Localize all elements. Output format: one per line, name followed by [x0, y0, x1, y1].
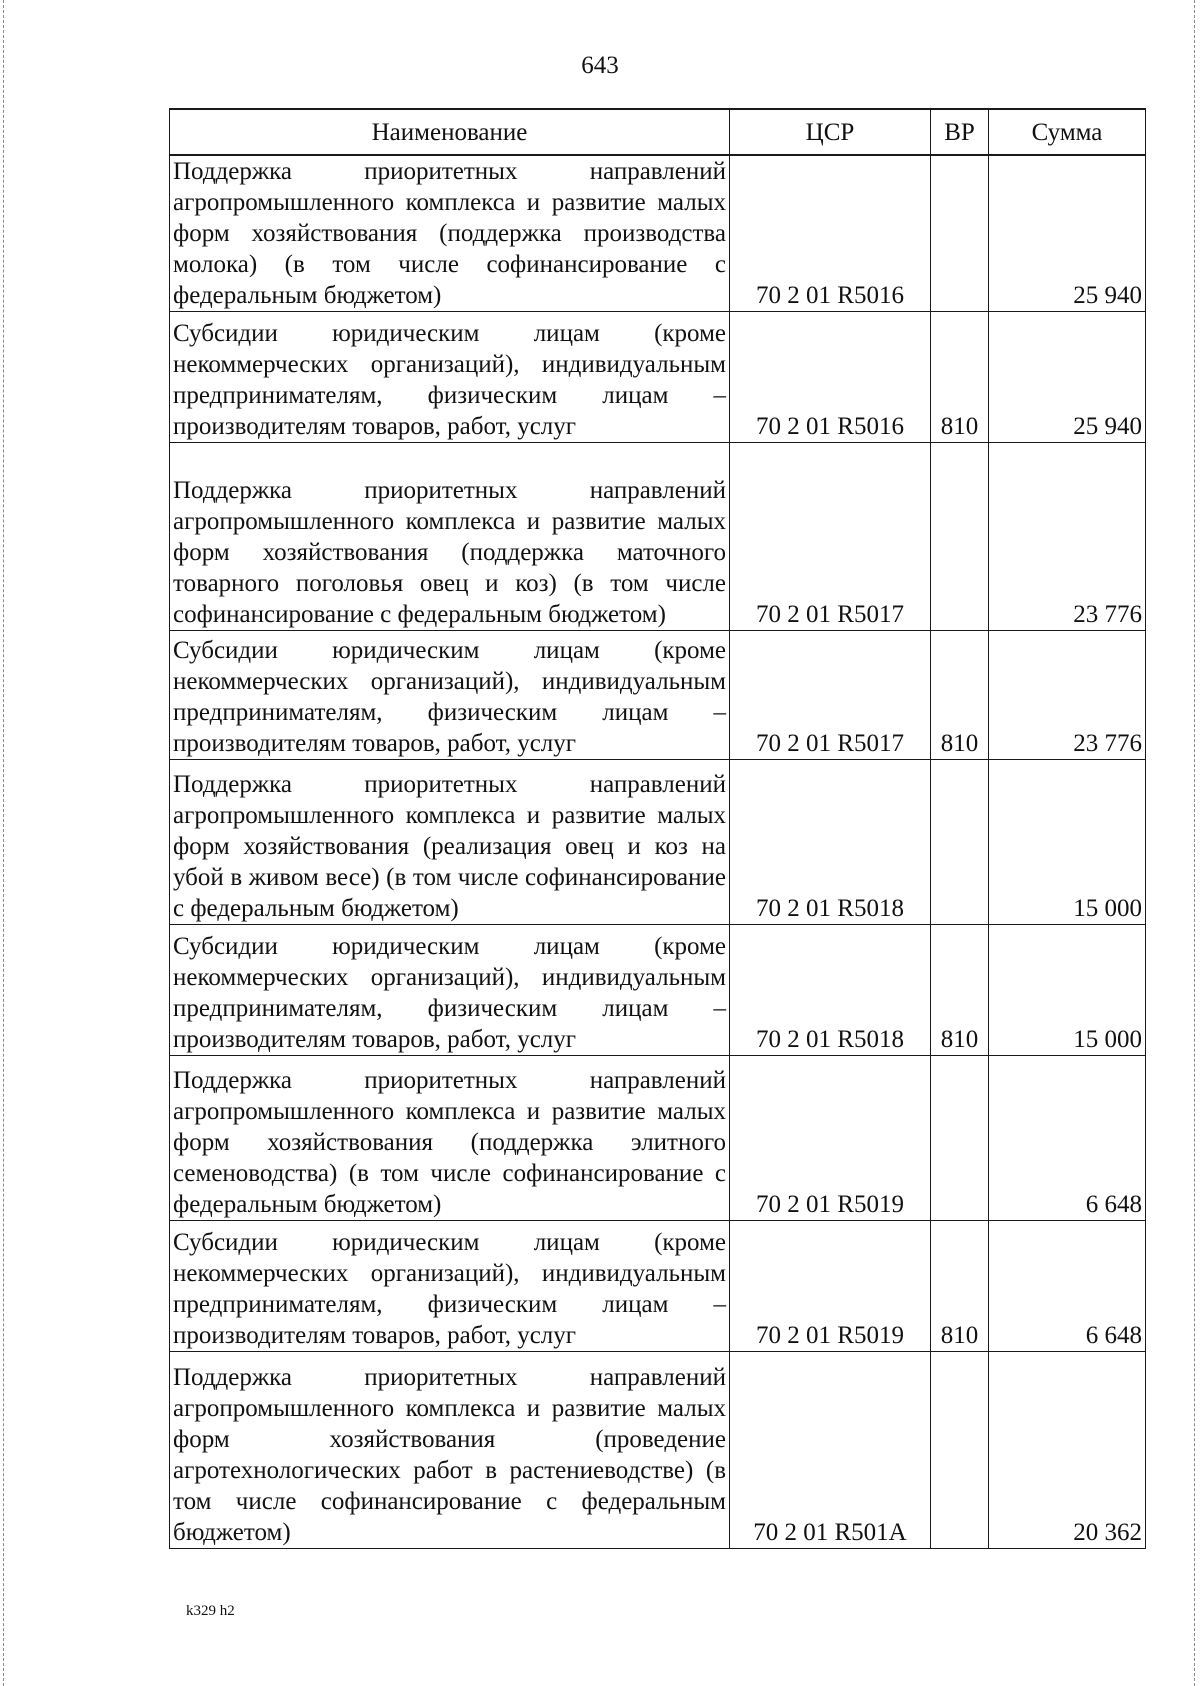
footer-code: k329 h2: [186, 1603, 235, 1619]
row-csr: 70 2 01 R5017: [730, 631, 931, 760]
table-row: [170, 1221, 1146, 1352]
row-vr: [931, 443, 989, 631]
row-vr: [931, 1352, 989, 1549]
row-vr: [931, 760, 989, 925]
table-row: [170, 1056, 1146, 1221]
table-row: [170, 760, 1146, 925]
table-row: [170, 312, 1146, 443]
row-name: Субсидии юридическим лицам (кроме некоммерческих организаций), индивидуальным предпринимателям, физическим лицам – производителям товаров, работ, услуг: [170, 1221, 730, 1352]
row-csr: 70 2 01 R5019: [730, 1221, 931, 1352]
row-sum: 15 000: [989, 925, 1146, 1056]
row-name: Поддержка приоритетных направлений агропромышленного комплекса и развитие малых форм хозяйствования (поддержка элитного семеноводства) (в том числе софинансирование с федеральным бюджетом): [170, 1056, 730, 1221]
scan-edge-left: [3, 0, 5, 1686]
row-csr: 70 2 01 R5017: [730, 443, 931, 631]
budget-table: [169, 108, 1146, 1549]
row-sum: 20 362: [989, 1352, 1146, 1549]
row-name: Поддержка приоритетных направлений агропромышленного комплекса и развитие малых форм хозяйствования (проведение агротехнологических работ в растениеводстве) (в том числе софинансирование с федеральным бюджетом): [170, 1352, 730, 1549]
row-sum: 6 648: [989, 1221, 1146, 1352]
header-vr: ВР: [931, 109, 989, 155]
table-header-row: [170, 109, 1146, 155]
row-sum: 25 940: [989, 312, 1146, 443]
table-row: [170, 925, 1146, 1056]
row-vr: [931, 155, 989, 312]
table-row: [170, 631, 1146, 760]
row-csr: 70 2 01 R501A: [730, 1352, 931, 1549]
scan-edge-right: [1194, 0, 1196, 1686]
row-vr: [931, 1056, 989, 1221]
row-sum: 15 000: [989, 760, 1146, 925]
row-vr: 810: [931, 312, 989, 443]
table-row: [170, 1352, 1146, 1549]
header-sum: Сумма: [989, 109, 1146, 155]
row-vr: 810: [931, 1221, 989, 1352]
row-sum: 25 940: [989, 155, 1146, 312]
table-row: [170, 443, 1146, 631]
row-name: Поддержка приоритетных направлений агропромышленного комплекса и развитие малых форм хозяйствования (поддержка маточного товарного поголовья овец и коз) (в том числе софинансирование с федеральным бюджетом): [170, 443, 730, 631]
row-vr: 810: [931, 631, 989, 760]
row-name: Субсидии юридическим лицам (кроме некоммерческих организаций), индивидуальным предпринимателям, физическим лицам – производителям товаров, работ, услуг: [170, 631, 730, 760]
row-sum: 6 648: [989, 1056, 1146, 1221]
row-sum: 23 776: [989, 631, 1146, 760]
table-row: [170, 155, 1146, 312]
row-csr: 70 2 01 R5016: [730, 155, 931, 312]
row-csr: 70 2 01 R5016: [730, 312, 931, 443]
header-csr: ЦСР: [730, 109, 931, 155]
row-vr: 810: [931, 925, 989, 1056]
page-number: 643: [581, 52, 619, 79]
row-csr: 70 2 01 R5019: [730, 1056, 931, 1221]
row-csr: 70 2 01 R5018: [730, 760, 931, 925]
row-name: Субсидии юридическим лицам (кроме некоммерческих организаций), индивидуальным предпринимателям, физическим лицам – производителям товаров, работ, услуг: [170, 925, 730, 1056]
row-name: Поддержка приоритетных направлений агропромышленного комплекса и развитие малых форм хозяйствования (поддержка производства молока) (в том числе софинансирование с федеральным бюджетом): [170, 155, 730, 312]
header-name: Наименование: [170, 109, 730, 155]
row-name: Поддержка приоритетных направлений агропромышленного комплекса и развитие малых форм хозяйствования (реализация овец и коз на убой в живом весе) (в том числе софинансирование с федеральным бюджетом): [170, 760, 730, 925]
row-csr: 70 2 01 R5018: [730, 925, 931, 1056]
row-sum: 23 776: [989, 443, 1146, 631]
row-name: Субсидии юридическим лицам (кроме некоммерческих организаций), индивидуальным предпринимателям, физическим лицам – производителям товаров, работ, услуг: [170, 312, 730, 443]
